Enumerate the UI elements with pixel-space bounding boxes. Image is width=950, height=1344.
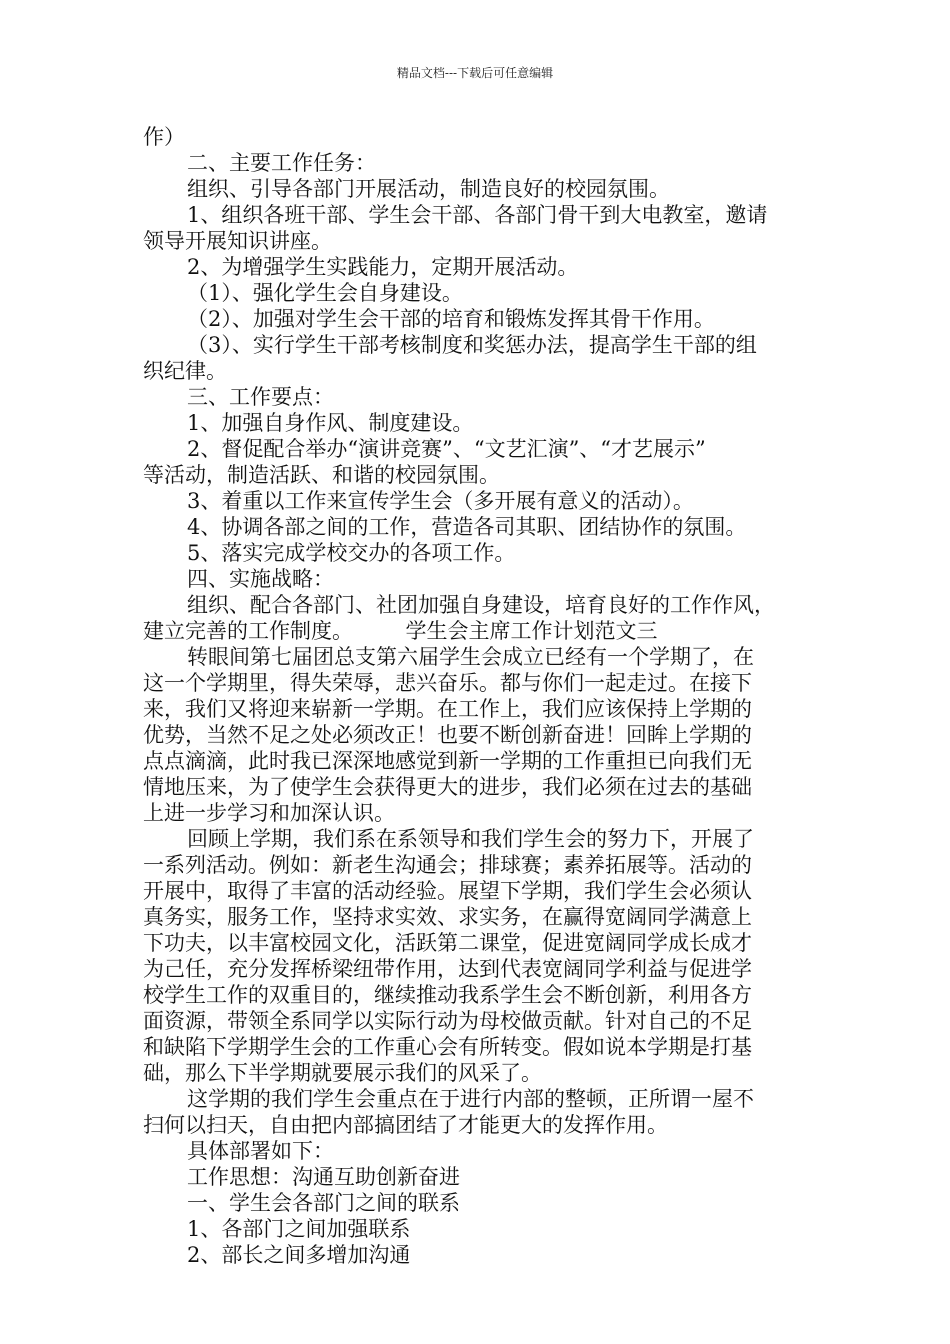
text-line: 面资源，带领全系同学以实际行动为母校做贡献。针对自己的不足 [143,1009,752,1033]
text-line: 上进一步学习和加深认识。 [143,801,395,825]
text-line: 2、督促配合举办“演讲竞赛”、“文艺汇演”、“才艺展示” [187,437,706,461]
text-line: （3）、实行学生干部考核制度和奖惩办法，提高学生干部的组 [187,333,757,357]
text-line: 二、主要工作任务： [187,151,376,175]
text-line: 建立完善的工作制度。 学生会主席工作计划范文三 [143,619,658,643]
text-line: 工作思想：沟通互助创新奋进 [187,1165,460,1189]
text-line: 点点滴滴，此时我已深深地感觉到新一学期的工作重担已向我们无 [143,749,752,773]
text-line: 组织、引导各部门开展活动，制造良好的校园氛围。 [187,177,670,201]
text-line: 2、部长之间多增加沟通 [187,1243,411,1267]
page-header: 精品文档---下载后可任意编辑 [396,66,554,80]
text-line: 三、工作要点： [187,385,334,409]
document-body [143,124,803,1268]
text-line: 5、落实完成学校交办的各项工作。 [187,541,516,565]
text-line: 一系列活动。例如：新老生沟通会；排球赛；素养拓展等。活动的 [143,853,752,877]
text-line: 4、协调各部之间的工作，营造各司其职、团结协作的氛围。 [187,515,747,539]
text-line: 具体部署如下： [187,1139,334,1163]
text-line: 一、学生会各部门之间的联系 [187,1191,460,1215]
text-line: 开展中，取得了丰富的活动经验。展望下学期，我们学生会必须认 [143,879,752,903]
text-line: 这一个学期里，得失荣辱，悲兴奋乐。都与你们一起走过。在接下 [143,671,752,695]
text-line: 织纪律。 [143,359,227,383]
text-line: 回顾上学期，我们系在系领导和我们学生会的努力下，开展了 [187,827,754,851]
text-line: 1、加强自身作风、制度建设。 [187,411,474,435]
text-line: 领导开展知识讲座。 [143,229,332,253]
text-line: 这学期的我们学生会重点在于进行内部的整顿，正所谓一屋不 [187,1087,754,1111]
text-line: （2）、加强对学生会干部的培育和锻炼发挥其骨干作用。 [187,307,715,331]
text-line: 校学生工作的双重目的，继续推动我系学生会不断创新，利用各方 [143,983,752,1007]
text-line: 为己任，充分发挥桥梁纽带作用，达到代表宽阔同学利益与促进学 [143,957,752,981]
text-line: 1、各部门之间加强联系 [187,1217,411,1241]
text-line: 下功夫，以丰富校园文化，活跃第二课堂，促进宽阔同学成长成才 [143,931,752,955]
text-line: 来，我们又将迎来崭新一学期。在工作上，我们应该保持上学期的 [143,697,752,721]
text-line: （1）、强化学生会自身建设。 [187,281,463,305]
text-line: 和缺陷下学期学生会的工作重心会有所转变。假如说本学期是打基 [143,1035,752,1059]
text-line: 等活动，制造活跃、和谐的校园氛围。 [143,463,500,487]
text-line: 1、组织各班干部、学生会干部、各部门骨干到大电教室，邀请 [187,203,768,227]
text-line: 真务实，服务工作，坚持求实效、求实务，在赢得宽阔同学满意上 [143,905,752,929]
text-line: 作） [143,125,185,149]
text-line: 扫何以扫天，自由把内部搞团结了才能更大的发挥作用。 [143,1113,668,1137]
text-line: 组织、配合各部门、社团加强自身建设，培育良好的工作作风， [187,593,775,617]
text-line: 优势，当然不足之处必须改正！也要不断创新奋进！回眸上学期的 [143,723,752,747]
text-line: 四、实施战略： [187,567,334,591]
text-line: 础，那么下半学期就要展示我们的风采了。 [143,1061,542,1085]
text-line: 转眼间第七届团总支第六届学生会成立已经有一个学期了，在 [187,645,754,669]
text-line: 情地压来，为了使学生会获得更大的进步，我们必须在过去的基础 [143,775,752,799]
text-line: 2、为增强学生实践能力，定期开展活动。 [187,255,579,279]
text-line: 3、着重以工作来宣传学生会（多开展有意义的活动）。 [187,489,694,513]
